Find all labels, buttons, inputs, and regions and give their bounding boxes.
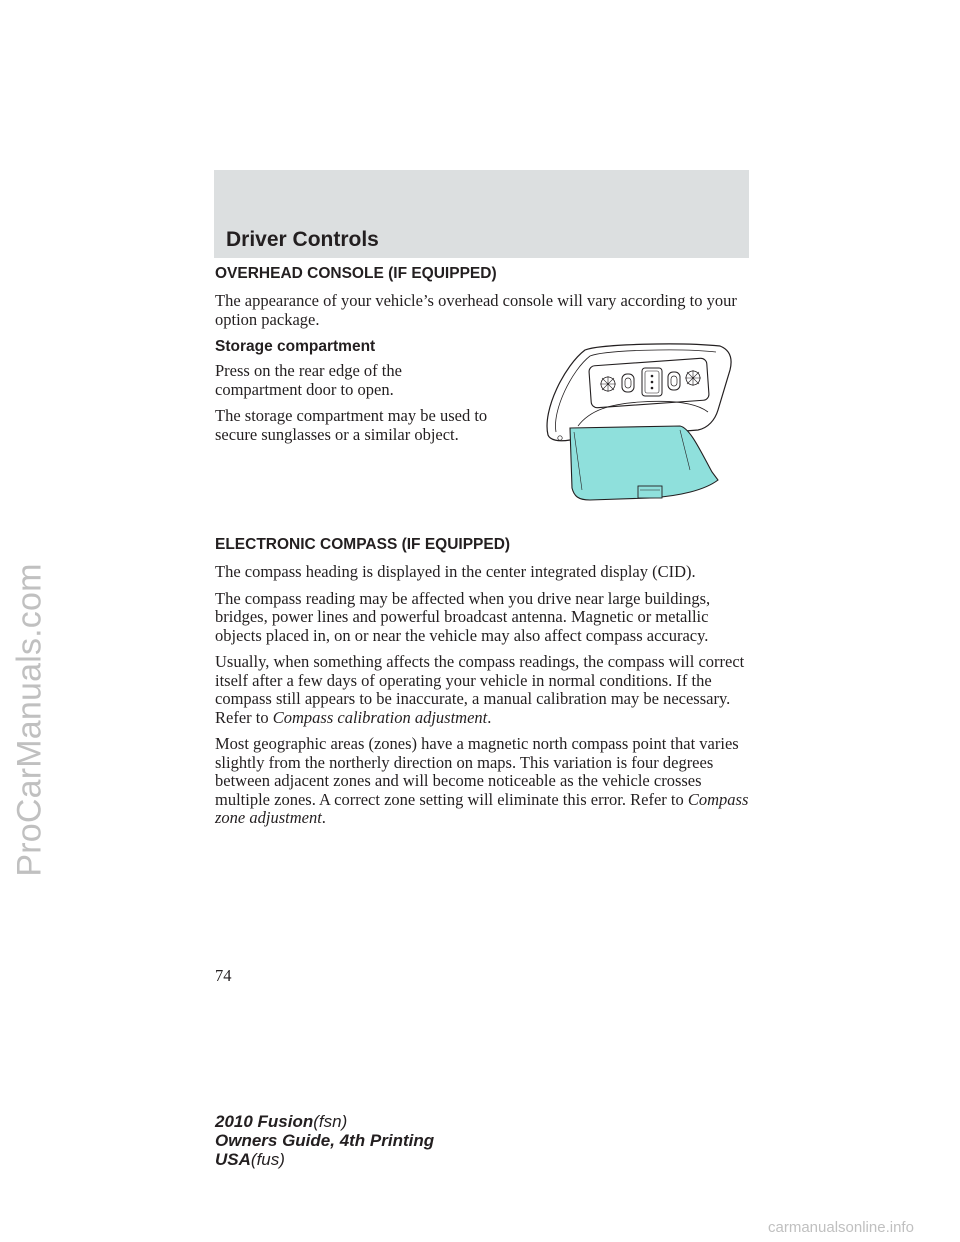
storage-compartment-heading: Storage compartment (215, 338, 376, 355)
footer-model-code: (fsn) (313, 1112, 348, 1131)
document-footer (215, 1112, 434, 1169)
compass-calibration-reference: Compass calibration adjustment (272, 707, 488, 727)
overhead-console-intro: The appearance of your vehicle’s overhead console will vary according to your option package. (215, 291, 737, 329)
compass-zone-reference: Compass zone adjustment (215, 789, 749, 827)
right-map-lamp-icon (685, 370, 701, 386)
page-number: 74 (215, 966, 232, 985)
compass-paragraph-1: The compass heading is displayed in the center integrated display (CID). (215, 562, 696, 581)
footer-brand: carmanualsonline.info (768, 1219, 914, 1236)
watermark (2, 510, 58, 930)
watermark-text: ProCarManuals.com (10, 563, 49, 877)
compass-paragraph-4: Most geographic areas (zones) have a magnetic north compass point that varies slightly from the northerly direction on maps. This variation is four degrees between adjacent zones and will become noticeable as the vehicle crosses multiple zones. A correct zone setting will eliminate this error. Refer to Compass zone adjustment. (215, 734, 749, 827)
footer-guide-printing: Owners Guide, 4th Printing (215, 1131, 435, 1150)
compass-paragraph-2: The compass reading may be affected when you drive near large buildings, bridges, power lines and powerful broadcast antenna. Magnetic or metallic objects placed in, on or near the vehicle may also affect compass accuracy. (215, 588, 711, 645)
storage-compartment-section (215, 337, 749, 527)
overhead-console-illustration (530, 340, 735, 506)
overhead-console-heading: OVERHEAD CONSOLE (IF EQUIPPED) (215, 265, 497, 282)
left-map-lamp-icon (600, 376, 616, 392)
storage-paragraph-1: Press on the rear edge of the compartment door to open. (215, 361, 402, 399)
footer-market: USA (215, 1150, 251, 1169)
footer-model: 2010 Fusion (215, 1112, 314, 1131)
section-title: Driver Controls (226, 228, 379, 251)
page-content (215, 264, 749, 836)
compass-paragraph-3: Usually, when something affects the compass readings, the compass will correct itself after a few days of operating your vehicle in normal conditions. If the compass still appears to be inaccurate, a manual calibration may be necessary. Refer to Compass calibration adjustment. (215, 652, 745, 727)
storage-paragraph-2: The storage compartment may be used to secure sunglasses or a similar object. (215, 406, 488, 444)
electronic-compass-heading: ELECTRONIC COMPASS (IF EQUIPPED) (215, 536, 511, 553)
section-header-band (214, 170, 749, 258)
footer-market-code: (fus) (250, 1150, 285, 1169)
